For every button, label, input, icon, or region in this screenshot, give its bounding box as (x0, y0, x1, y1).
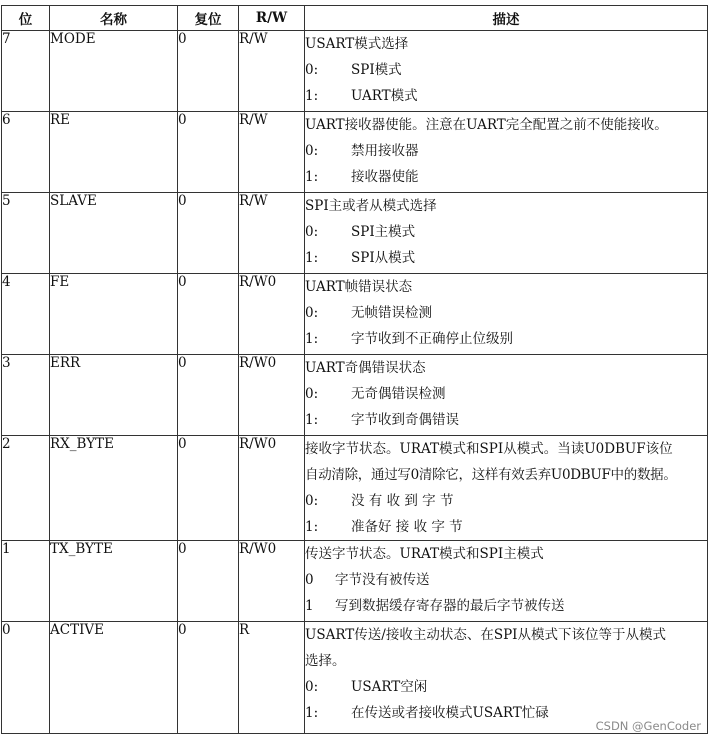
bit-cell: 0 (2, 622, 50, 734)
description-cell (305, 31, 708, 112)
option-text: 接收器使能 (351, 169, 419, 185)
option-text: 在传送或者接收模式USART忙碌 (351, 705, 549, 721)
rw-cell: R/W0 (239, 436, 305, 541)
option-text: 准备好 接 收 字 节 (351, 519, 463, 535)
option-line (305, 567, 707, 593)
rw-cell: R/W0 (239, 355, 305, 436)
option-value: 1: (305, 705, 319, 721)
option-text: 禁用接收器 (351, 143, 419, 159)
description-text: UART帧错误状态 (305, 279, 413, 295)
table-row (2, 31, 708, 112)
option-value: 1: (305, 250, 319, 266)
option-value: 0: (305, 62, 319, 78)
description-text: UART奇偶错误状态 (305, 360, 426, 376)
bit-cell: 6 (2, 112, 50, 193)
rw-cell: R (239, 622, 305, 734)
option-line (305, 381, 707, 407)
bit-cell: 1 (2, 541, 50, 622)
option-line (305, 57, 707, 83)
reset-cell: 0 (178, 541, 239, 622)
bit-cell: 5 (2, 193, 50, 274)
name-cell: ERR (50, 355, 178, 436)
register-table (1, 5, 708, 734)
table-header-row (2, 6, 708, 31)
option-line (305, 164, 707, 190)
rw-cell: R/W (239, 31, 305, 112)
option-text: 字节收到奇偶错误 (351, 412, 459, 428)
description-cell (305, 622, 708, 734)
bit-cell: 3 (2, 355, 50, 436)
description-cell (305, 193, 708, 274)
header-reset: 复位 (178, 6, 239, 31)
option-line (305, 407, 707, 433)
option-text: SPI主模式 (351, 224, 416, 240)
option-text: 写到数据缓存寄存器的最后字节被传送 (335, 598, 565, 614)
name-cell: TX_BYTE (50, 541, 178, 622)
name-cell: FE (50, 274, 178, 355)
option-line (305, 593, 707, 619)
watermark: CSDN @GenCoder (595, 719, 701, 733)
option-value: 0: (305, 679, 319, 695)
reset-cell: 0 (178, 622, 239, 734)
option-value: 0 (305, 572, 314, 588)
table-row (2, 355, 708, 436)
rw-cell: R/W (239, 193, 305, 274)
header-rw: R/W (239, 6, 305, 31)
option-value: 1: (305, 331, 319, 347)
option-value: 0: (305, 493, 319, 509)
option-value: 0: (305, 386, 319, 402)
option-text: USART空闲 (351, 679, 428, 695)
description-text: SPI主或者从模式选择 (305, 198, 437, 214)
description-text: 传送字节状态。URAT模式和SPI主模式 (305, 546, 544, 562)
description-text: 自动清除，通过写0清除它，这样有效丢弃U0DBUF中的数据。 (305, 467, 677, 483)
option-value: 0: (305, 143, 319, 159)
name-cell: MODE (50, 31, 178, 112)
table-row (2, 193, 708, 274)
bit-cell: 7 (2, 31, 50, 112)
option-line (305, 83, 707, 109)
table-row (2, 541, 708, 622)
header-bit: 位 (2, 6, 50, 31)
option-value: 1: (305, 519, 319, 535)
rw-cell: R/W0 (239, 541, 305, 622)
option-text: UART模式 (351, 88, 418, 104)
option-text: 字节收到不正确停止位级别 (351, 331, 513, 347)
table-row (2, 436, 708, 541)
option-text: 字节没有被传送 (335, 572, 430, 588)
rw-cell: R/W (239, 112, 305, 193)
description-cell (305, 274, 708, 355)
name-cell: RX_BYTE (50, 436, 178, 541)
rw-cell: R/W0 (239, 274, 305, 355)
option-text: 无奇偶错误检测 (351, 386, 446, 402)
option-value: 1: (305, 88, 319, 104)
option-line (305, 300, 707, 326)
reset-cell: 0 (178, 355, 239, 436)
option-text: SPI模式 (351, 62, 402, 78)
table-row (2, 274, 708, 355)
bit-cell: 2 (2, 436, 50, 541)
option-line (305, 674, 707, 700)
option-line (305, 488, 707, 514)
description-text: USART传送/接收主动状态、在SPI从模式下该位等于从模式 (305, 627, 667, 643)
table-row (2, 112, 708, 193)
reset-cell: 0 (178, 274, 239, 355)
name-cell: SLAVE (50, 193, 178, 274)
option-line (305, 326, 707, 352)
bit-cell: 4 (2, 274, 50, 355)
option-value: 0: (305, 224, 319, 240)
option-value: 1: (305, 169, 319, 185)
option-line (305, 245, 707, 271)
description-text: 接收字节状态。URAT模式和SPI从模式。当读U0DBUF该位 (305, 441, 673, 457)
description-text: 选择。 (305, 653, 346, 669)
header-name: 名称 (50, 6, 178, 31)
option-text: 没 有 收 到 字 节 (351, 493, 454, 509)
description-text: UART接收器使能。注意在UART完全配置之前不使能接收。 (305, 117, 668, 133)
option-value: 1 (305, 598, 314, 614)
option-line (305, 138, 707, 164)
description-cell (305, 112, 708, 193)
option-value: 0: (305, 305, 319, 321)
reset-cell: 0 (178, 112, 239, 193)
option-text: 无帧错误检测 (351, 305, 432, 321)
option-value: 1: (305, 412, 319, 428)
description-text: USART模式选择 (305, 36, 409, 52)
header-description: 描述 (305, 6, 708, 31)
description-cell (305, 436, 708, 541)
name-cell: ACTIVE (50, 622, 178, 734)
option-line (305, 219, 707, 245)
option-line (305, 514, 707, 540)
reset-cell: 0 (178, 193, 239, 274)
table-row (2, 622, 708, 734)
description-cell (305, 541, 708, 622)
option-text: SPI从模式 (351, 250, 416, 266)
description-cell (305, 355, 708, 436)
name-cell: RE (50, 112, 178, 193)
reset-cell: 0 (178, 31, 239, 112)
reset-cell: 0 (178, 436, 239, 541)
